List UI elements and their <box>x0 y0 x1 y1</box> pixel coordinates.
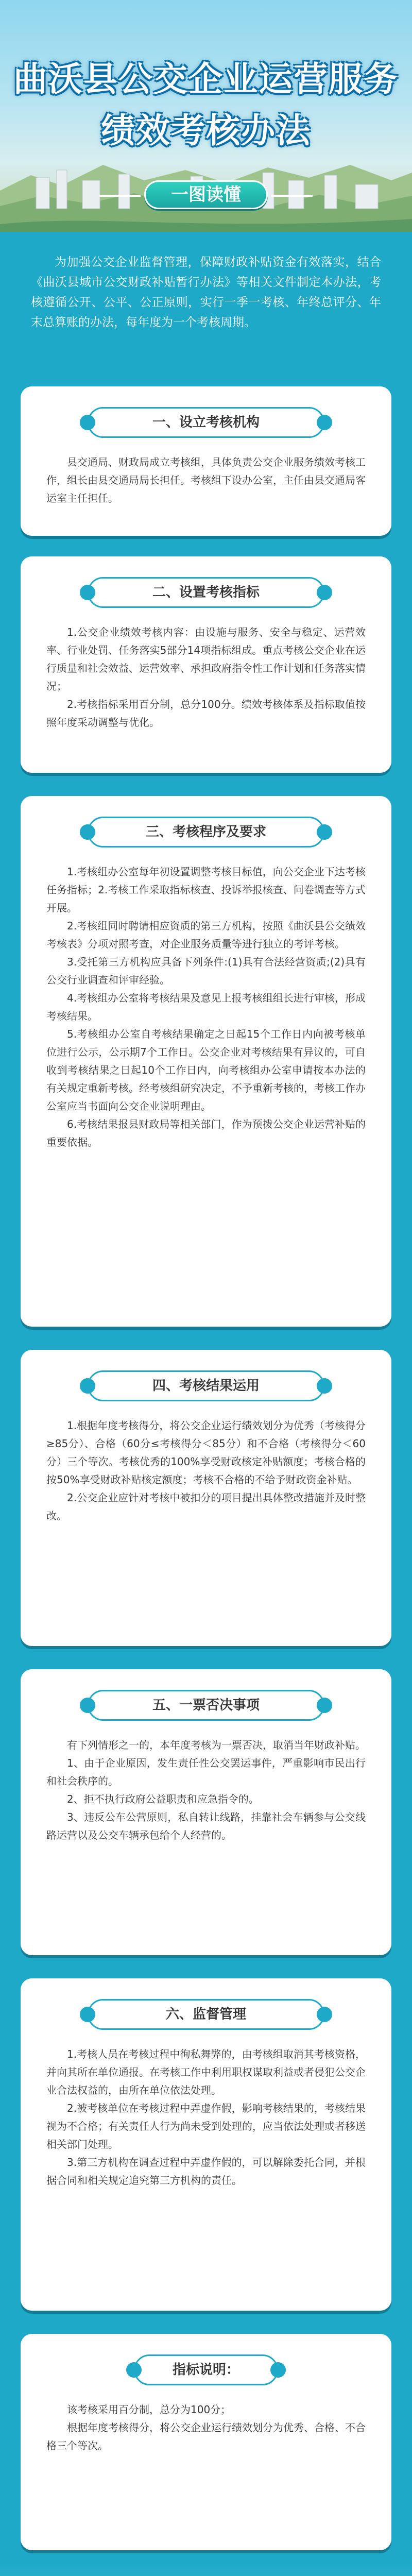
section-paragraph: 该考核采用百分制，总分为100分； <box>67 2403 231 2416</box>
section-paragraph: 2.考核组同时聘请相应资质的第三方机构，按照《曲沃县公交绩效考核表》分项对照考查，对企业服务质量等进行独立的考评考核。 <box>46 920 366 950</box>
page-title-line2: 绩效考核办法 <box>101 111 311 150</box>
section-title: 二、设置考核指标 <box>88 577 324 608</box>
section-paragraph: 1.考核人员在考核过程中徇私舞弊的，由考核组取消其考核资格，并向其所在单位通报。在考核工作中利用职权谋取利益或者侵犯公交企业合法权益的，由所在单位依法处理。 <box>46 2048 366 2096</box>
section-title: 五、一票否决事项 <box>88 1690 324 1721</box>
section-paragraph: 2、拒不执行政府公益职责和应急指令的。 <box>67 1793 259 1805</box>
section-title: 四、考核结果运用 <box>88 1370 324 1401</box>
section-paragraph: 5.考核组办公室自考核结果确定之日起15个工作日内向被考核单位进行公示，公示期7个工作日。公交企业对考核结果有异议的，可自收到考核结果之日起10个工作日内，向考核组办公室申请按本办法的有关规定重新考核。经考核组研究决定，不予重新考核的，考核工作办公室应当书面向公交企业说明理由。 <box>46 1028 366 1112</box>
section-card-2 <box>21 556 391 773</box>
section-paragraph: 3.受托第三方机构应具备下列条件:(1)具有合法经营资质;(2)具有公交行业调查和评审经验。 <box>46 956 366 986</box>
section-paragraph: 2.被考核单位在考核过程中弄虚作假，影响考核结果的，考核结果视为不合格；有关责任人行为尚未受到处理的，应当依法处理或者移送相关部门处理。 <box>46 2102 366 2150</box>
section-paragraph: 有下列情形之一的，本年度考核为一票否决，取消当年财政补贴。 <box>67 1739 366 1751</box>
section-title: 三、考核程序及要求 <box>88 817 324 848</box>
intro-text: 为加强公交企业监督管理，保障财政补贴资金有效落实，结合《曲沃县城市公交财政补贴暂行办法》等相关文件制定本办法，考核遵循公开、公平、公正原则，实行一季一考核、年终总评分、年末总算账的办法，每年度为一个考核周期。 <box>31 256 381 329</box>
section-card-1 <box>21 386 391 536</box>
intro-section <box>0 232 412 371</box>
section-paragraph: 3.第三方机构在调查过程中弄虚作假的，可以解除委托合同，并根据合同和相关规定追究第三方机构的责任。 <box>46 2156 366 2187</box>
section-paragraph: 1.公交企业绩效考核内容：由设施与服务、安全与稳定、运营效率、行业处罚、任务落实5部分14项指标组成。重点考核公交企业在运行质量和社会效益、运营效率、承担政府指令性工作计划和任务落实情况； <box>46 626 366 692</box>
hero-banner <box>0 0 412 232</box>
section-title: 一、设立考核机构 <box>88 407 324 438</box>
section-paragraph: 县交通局、财政局成立考核组，具体负责公交企业服务绩效考核工作，组长由县交通局局长担任。考核组下设办公室，主任由县交通局客运室主任担任。 <box>46 456 366 504</box>
section-paragraph: 3、违反公车公营原则，私自转让线路，挂靠社会车辆参与公交线路运营以及公交车辆承包给个人经营的。 <box>46 1811 366 1841</box>
section-paragraph: 根据年度考核得分，将公交企业运行绩效划分为优秀、合格、不合格三个等次。 <box>46 2421 366 2452</box>
section-paragraph: 2.公交企业应针对考核中被扣分的项目提出具体整改措施并及时整改。 <box>46 1492 366 1522</box>
page-title-line1: 曲沃县公交企业运营服务 <box>13 59 399 99</box>
footer-title <box>0 2573 412 2576</box>
section-title: 六、监督管理 <box>88 1999 324 2030</box>
section-paragraph: 2.考核指标采用百分制，总分100分。绩效考核体系及指标取值按照年度采动调整与优化。 <box>46 698 366 728</box>
footer-banner <box>0 2563 412 2576</box>
section-title: 指标说明： <box>134 2354 278 2385</box>
section-paragraph: 1.考核组办公室每年初设置调整考核目标值，向公交企业下达考核任务指标；2.考核工作采取指标核查、投诉举报核查、问卷调查等方式开展。 <box>46 866 366 914</box>
section-card-3 <box>21 796 391 1327</box>
section-card-6 <box>21 1978 391 2311</box>
section-paragraph: 1、由于企业原因，发生责任性公交罢运事件，严重影响市民出行和社会秩序的。 <box>46 1757 366 1787</box>
section-paragraph: 1.根据年度考核得分，将公交企业运行绩效划分为优秀（考核得分≥85分）、合格（60分≤考核得分＜85分）和不合格（考核得分＜60分）三个等次。考核优秀的100%享受财政核定补贴额度；考核合格的按50%享受财政补贴核定额度；考核不合格的不给予财政资金补贴。 <box>46 1419 366 1486</box>
section-card-4 <box>21 1350 391 1646</box>
ribbon-label: 一图读懂 <box>144 180 268 209</box>
section-paragraph: 6.考核结果报县财政局等相关部门，作为预拨公交企业运营补贴的重要依据。 <box>46 1118 366 1148</box>
section-paragraph: 4.考核组办公室将考核结果及意见上报考核组组长进行审核，形成考核结果。 <box>46 992 366 1022</box>
section-card-7 <box>21 2334 391 2550</box>
section-card-5 <box>21 1669 391 1955</box>
